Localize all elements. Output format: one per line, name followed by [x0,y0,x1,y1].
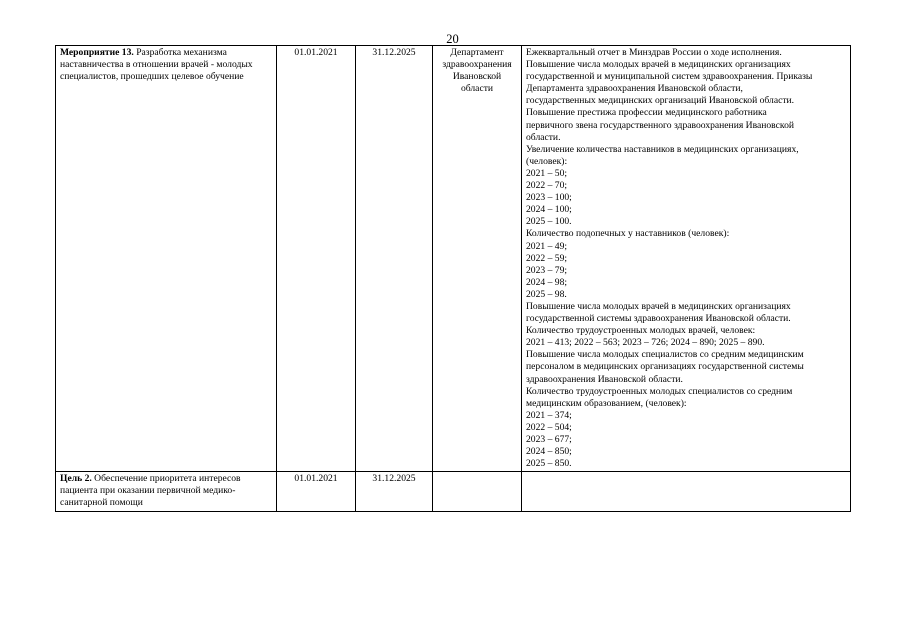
end-date: 31.12.2025 [372,47,416,58]
start-date: 01.01.2021 [294,473,338,485]
result-line: Повышение числа молодых специалистов со средним медицинским [526,349,804,361]
result-line: 2023 – 100; [526,192,572,204]
result-line: 2025 – 850. [526,458,572,470]
result-line: 2022 – 59; [526,252,568,264]
result-line: первичного звена государственного здравоохранения Ивановской [526,119,794,131]
result-line: 2025 – 98. [526,288,567,300]
result-line: Департамента здравоохранения Ивановской области, [526,83,743,95]
result-line: 2025 – 100. [526,216,572,228]
end-date: 31.12.2025 [372,473,416,485]
result-line: Повышение числа молодых врачей в медицинских организациях [526,300,791,312]
result-line: Увеличение количества наставников в медицинских организациях, [526,143,799,155]
end-date-cell [356,46,433,472]
result-line: медицинским образованием, (человек): [526,397,687,409]
result-line: (человек): [526,155,568,167]
executor: Департамент здравоохранения Ивановской области [442,47,512,95]
result-line: Ежеквартальный отчет в Минздрав России о ходе исполнения. [526,47,782,58]
goal-label-bold: Цель 2. [60,473,92,485]
start-date-cell [277,472,356,511]
activity-name [60,47,272,83]
result-line: 2021 – 50; [526,167,568,179]
start-date-cell [277,46,356,472]
result-line: персоналом в медицинских организациях государственной системы [526,361,804,373]
result-line: Количество трудоустроенных молодых врачей, человек: [526,325,756,337]
result-line: Повышение престижа профессии медицинского работника [526,107,767,119]
result-line: 2021 – 413; 2022 – 563; 2023 – 726; 2024 – 890; 2025 – 890. [526,337,765,349]
result-line: здравоохранения Ивановской области. [526,373,683,385]
result-line: 2024 – 100; [526,204,572,216]
plan-table [55,45,851,512]
result-cell [522,46,851,472]
goal-name-cell [56,472,277,511]
goal-label-text: Обеспечение приоритета интересов пациента при оказании первичной медико-санитарной помощи [60,473,241,509]
activity-name-cell [56,46,277,472]
table-row [56,46,851,472]
result-line: 2023 – 677; [526,434,572,445]
result-line: государственной системы здравоохранения Ивановской области. [526,313,791,325]
goal-name [60,473,272,509]
result-line: государственной и муниципальной систем здравоохранения. Приказы [526,71,813,83]
result-line: Количество трудоустроенных молодых специалистов со средним [526,385,793,397]
end-date-cell [356,472,433,511]
result-cell [522,472,851,511]
result-line: 2023 – 79; [526,264,568,276]
result-line: 2021 – 49; [526,240,568,252]
result-line: государственных медицинских организаций Ивановской области. [526,95,795,107]
result-line: области. [526,131,561,143]
table-row [56,472,851,511]
result-line: 2022 – 70; [526,180,568,192]
result-line: 2024 – 850; [526,446,572,458]
executor-cell [433,46,522,472]
result-line: 2024 – 98; [526,276,568,288]
result-line: 2021 – 374; [526,409,572,421]
activity-label-text: Разработка механизма наставничества в отношении врачей - молодых специалистов, прошедших целевое обучение [60,47,253,83]
executor-cell [433,472,522,511]
result-line: 2022 – 504; [526,421,572,433]
result-line: Повышение числа молодых врачей в медицинских организациях [526,59,791,71]
result-line: Количество подопечных у наставников (человек): [526,228,730,240]
start-date: 01.01.2021 [294,47,338,58]
activity-label-bold: Мероприятие 13. [60,47,134,58]
page-number: 20 [446,32,459,46]
